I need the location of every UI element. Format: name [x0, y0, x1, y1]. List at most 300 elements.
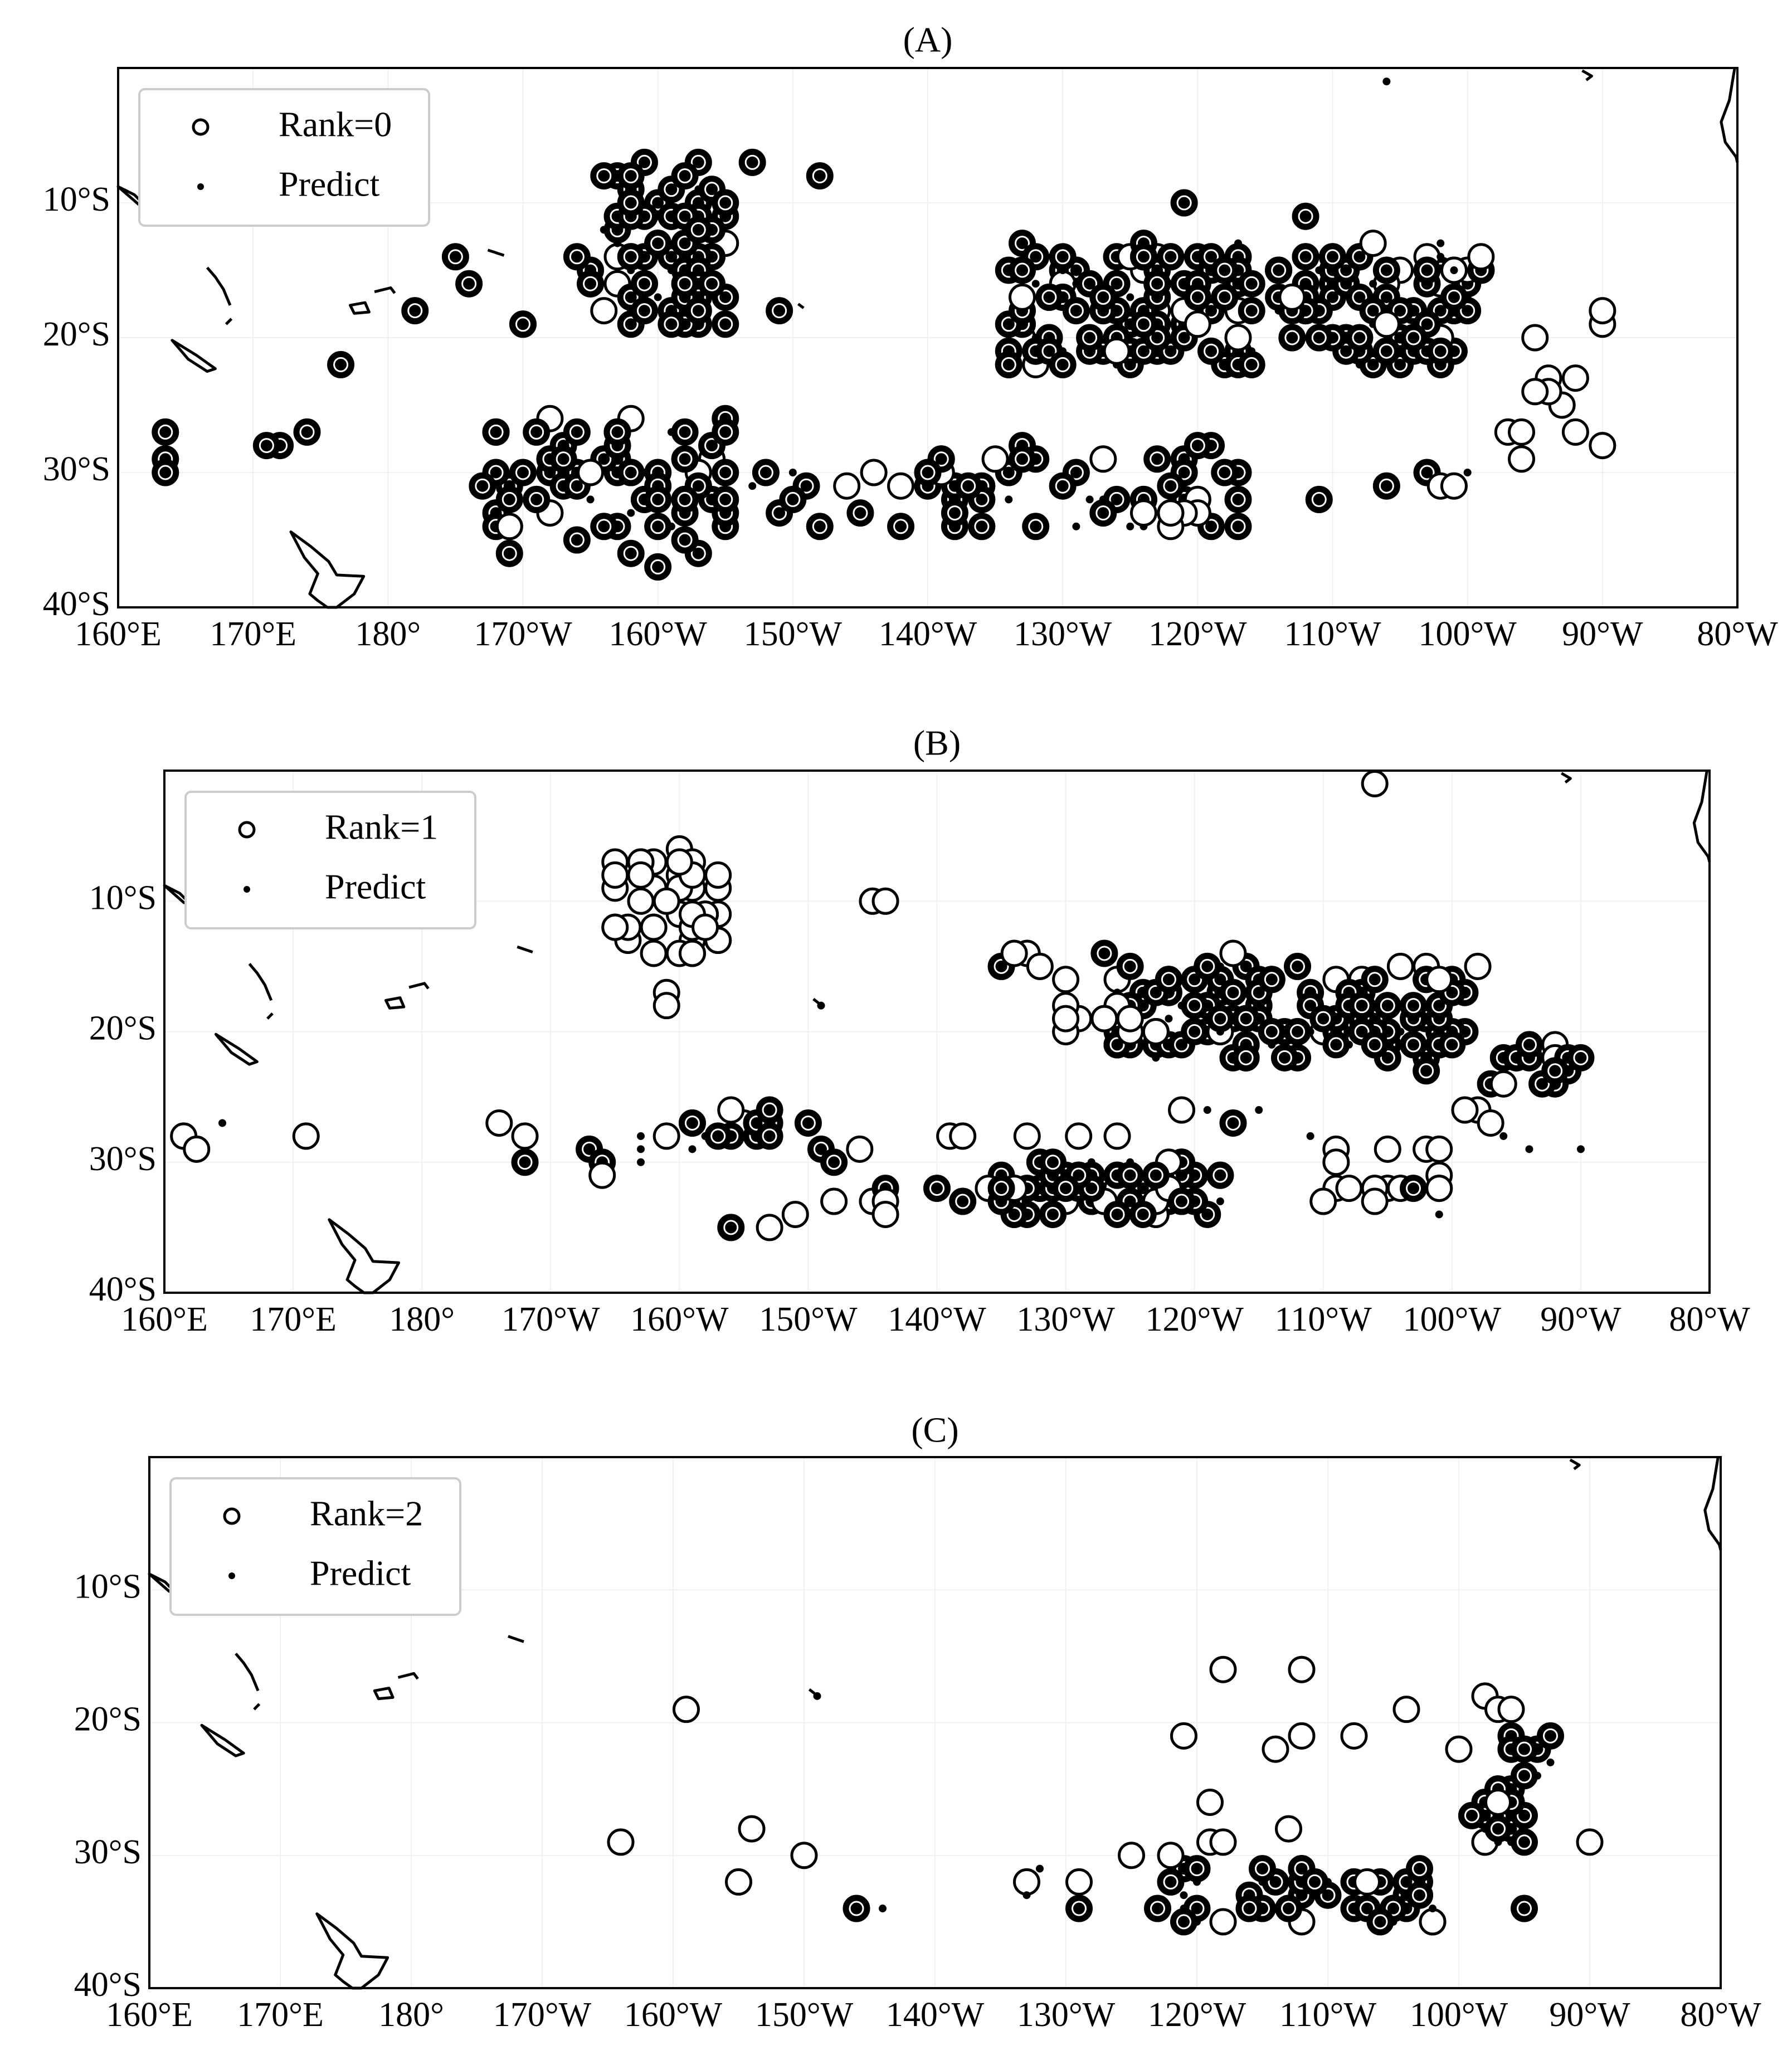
- observed-marker: [1092, 1006, 1117, 1031]
- predict-marker: [654, 199, 662, 207]
- predict-marker: [951, 509, 958, 517]
- legend-observed-label: Rank=1: [325, 807, 439, 847]
- predict-marker: [1268, 976, 1275, 983]
- predict-marker: [600, 523, 608, 530]
- predict-marker: [654, 495, 662, 503]
- observed-marker: [590, 1163, 615, 1187]
- predict-marker: [978, 523, 986, 530]
- predict-marker: [789, 469, 797, 476]
- observed-marker: [1277, 1817, 1301, 1841]
- predict-marker: [1005, 361, 1012, 368]
- predict-marker: [766, 1132, 773, 1140]
- predict-marker: [1140, 253, 1147, 261]
- predict-marker: [1099, 509, 1107, 517]
- observed-marker: [1388, 954, 1413, 978]
- observed-marker: [951, 1124, 975, 1148]
- observed-marker: [1337, 1176, 1361, 1201]
- predict-marker: [1464, 469, 1472, 476]
- observed-marker: [757, 1215, 782, 1240]
- predict-marker: [1423, 266, 1431, 274]
- x-tick-label: 80°W: [1680, 1996, 1761, 2034]
- predict-marker: [587, 280, 595, 288]
- predict-marker: [816, 523, 824, 530]
- predict-marker: [681, 455, 689, 463]
- predict-marker: [519, 469, 527, 476]
- x-tick-label: 170°E: [250, 1301, 337, 1338]
- x-tick-label: 140°W: [885, 1996, 985, 2034]
- x-tick-label: 160°E: [121, 1301, 208, 1338]
- predict-marker: [681, 240, 689, 247]
- observed-marker: [861, 460, 886, 485]
- predict-marker: [1435, 1210, 1443, 1218]
- predict-marker: [1062, 1185, 1070, 1192]
- legend-predict-label: Predict: [279, 164, 380, 204]
- x-tick-label: 90°W: [1549, 1996, 1630, 2034]
- predict-marker: [681, 428, 689, 436]
- predict-marker: [613, 226, 621, 233]
- predict-marker: [748, 158, 756, 166]
- x-tick-label: 110°W: [1279, 1996, 1377, 2034]
- predict-marker: [1369, 307, 1377, 315]
- x-tick-label: 130°W: [1014, 615, 1112, 653]
- predict-marker: [668, 186, 675, 193]
- legend-predict-label: Predict: [325, 866, 426, 907]
- predict-marker: [559, 455, 567, 463]
- observed-marker: [1447, 1737, 1471, 1761]
- predict-marker: [1403, 1878, 1410, 1886]
- predict-marker: [1369, 280, 1377, 288]
- predict-marker: [600, 455, 608, 463]
- predict-marker: [613, 428, 621, 436]
- predict-marker: [1075, 1905, 1083, 1912]
- predict-marker: [722, 428, 729, 436]
- predict-marker: [856, 509, 864, 517]
- predict-marker: [654, 523, 662, 530]
- predict-marker: [1099, 293, 1107, 301]
- predict-marker: [722, 199, 729, 207]
- predict-marker: [1036, 1865, 1044, 1873]
- observed-marker: [1311, 1189, 1336, 1214]
- predict-marker: [1538, 1080, 1546, 1088]
- predict-marker: [1356, 253, 1364, 261]
- predict-marker: [1005, 320, 1012, 328]
- predict-marker: [1180, 469, 1188, 476]
- predict-marker: [1423, 320, 1431, 328]
- x-tick-label: 170°E: [237, 1996, 324, 2034]
- panel-label: (A): [903, 20, 953, 60]
- observed-marker: [739, 1817, 764, 1841]
- predict-marker: [1193, 1905, 1201, 1912]
- predict-marker: [627, 469, 635, 476]
- predict-marker: [1194, 442, 1201, 450]
- predict-marker: [1382, 266, 1390, 274]
- predict-marker: [1229, 1119, 1237, 1127]
- predict-marker: [1153, 280, 1161, 288]
- predict-marker: [1423, 469, 1431, 476]
- predict-marker: [681, 172, 689, 180]
- predict-marker: [1180, 1918, 1188, 1926]
- predict-marker: [1242, 1015, 1250, 1022]
- predict-marker: [1032, 280, 1040, 288]
- predict-marker: [1255, 988, 1263, 996]
- predict-marker: [1072, 469, 1080, 476]
- predict-marker: [533, 495, 540, 503]
- predict-marker: [627, 509, 635, 517]
- observed-marker: [706, 863, 731, 887]
- x-tick-label: 150°W: [754, 1996, 854, 2034]
- predict-marker: [1072, 280, 1080, 288]
- predict-marker: [1075, 1171, 1083, 1179]
- observed-marker: [1119, 1843, 1144, 1868]
- x-tick-label: 80°W: [1669, 1301, 1750, 1338]
- legend-predict-symbol: [197, 183, 204, 190]
- predict-marker: [1126, 1171, 1134, 1179]
- observed-marker: [1355, 1869, 1380, 1894]
- predict-marker: [1382, 77, 1390, 85]
- predict-marker: [688, 1145, 696, 1153]
- predict-marker: [1153, 334, 1161, 342]
- predict-marker: [1315, 495, 1323, 503]
- predict-marker: [1436, 240, 1444, 247]
- observed-marker: [1105, 1124, 1129, 1148]
- predict-marker: [1023, 1891, 1031, 1899]
- x-tick-label: 180°: [355, 615, 421, 653]
- predict-marker: [1521, 1745, 1528, 1753]
- predict-marker: [1468, 1811, 1476, 1819]
- predict-marker: [627, 307, 635, 315]
- predict-marker: [1152, 1171, 1160, 1179]
- observed-marker: [513, 1124, 537, 1148]
- predict-marker: [1248, 280, 1255, 288]
- predict-marker: [1494, 1825, 1502, 1833]
- predict-marker: [1329, 253, 1337, 261]
- predict-marker: [668, 253, 675, 261]
- predict-marker: [1298, 1865, 1306, 1873]
- observed-marker: [727, 1869, 751, 1894]
- observed-marker: [1427, 967, 1452, 992]
- predict-marker: [303, 428, 311, 436]
- predict-marker: [1191, 1002, 1199, 1010]
- x-tick-label: 100°W: [1403, 1301, 1501, 1338]
- predict-marker: [1307, 1002, 1314, 1010]
- predict-marker: [1139, 1185, 1147, 1192]
- predict-marker: [1324, 1891, 1332, 1899]
- predict-marker: [1285, 1905, 1293, 1912]
- x-tick-label: 120°W: [1148, 615, 1247, 653]
- predict-marker: [1384, 1054, 1391, 1061]
- observed-marker: [641, 915, 666, 939]
- predict-marker: [1448, 988, 1456, 996]
- predict-marker: [1153, 455, 1161, 463]
- predict-marker: [1525, 1041, 1533, 1049]
- predict-marker: [654, 293, 662, 301]
- observed-marker: [1427, 1176, 1452, 1201]
- observed-marker: [1563, 366, 1588, 391]
- predict-marker: [1139, 1210, 1147, 1218]
- predict-marker: [814, 1692, 821, 1700]
- predict-marker: [521, 1158, 529, 1166]
- observed-marker: [629, 889, 653, 913]
- predict-marker: [637, 1158, 645, 1166]
- predict-marker: [965, 482, 972, 490]
- predict-marker: [1204, 1106, 1211, 1114]
- predict-marker: [1371, 976, 1379, 983]
- predict-marker: [1086, 334, 1094, 342]
- predict-marker: [1167, 253, 1175, 261]
- predict-marker: [1234, 523, 1242, 530]
- predict-marker: [708, 186, 716, 193]
- predict-marker: [1464, 307, 1472, 315]
- observed-marker: [873, 889, 898, 913]
- predict-marker: [1521, 1811, 1528, 1819]
- observed-marker: [1590, 434, 1615, 458]
- predict-marker: [1376, 1918, 1384, 1926]
- predict-marker: [1059, 361, 1067, 368]
- y-tick-label: 30°S: [74, 1833, 142, 1871]
- predict-marker: [1086, 495, 1094, 503]
- predict-marker: [879, 1905, 887, 1912]
- predict-marker: [1547, 1732, 1555, 1740]
- predict-marker: [627, 549, 635, 557]
- predict-marker: [830, 1158, 838, 1166]
- predict-marker: [162, 469, 169, 476]
- predict-marker: [1113, 1041, 1121, 1049]
- predict-marker: [1191, 1028, 1199, 1036]
- observed-marker: [1362, 771, 1387, 796]
- predict-marker: [640, 158, 648, 166]
- x-tick-label: 170°W: [501, 1301, 600, 1338]
- x-tick-label: 140°W: [888, 1301, 986, 1338]
- predict-marker: [753, 1119, 761, 1127]
- predict-marker: [1049, 1158, 1056, 1166]
- predict-marker: [1019, 266, 1026, 274]
- panel-label: (B): [913, 723, 961, 763]
- predict-marker: [1216, 988, 1224, 996]
- predict-marker: [1113, 1210, 1121, 1218]
- predict-marker: [1194, 293, 1201, 301]
- predict-marker: [708, 442, 716, 450]
- observed-marker: [1263, 1737, 1288, 1761]
- predict-marker: [748, 482, 756, 490]
- observed-marker: [1172, 1723, 1196, 1748]
- predict-marker: [505, 549, 513, 557]
- predict-marker: [1140, 347, 1147, 355]
- y-tick-label: 40°S: [74, 1966, 142, 2004]
- predict-marker: [1423, 1067, 1430, 1075]
- predict-marker: [640, 253, 648, 261]
- predict-marker: [1315, 334, 1323, 342]
- predict-marker: [1167, 347, 1175, 355]
- predict-marker: [573, 253, 581, 261]
- predict-marker: [1551, 1067, 1559, 1075]
- observed-marker: [1280, 285, 1304, 309]
- predict-marker: [1234, 240, 1242, 247]
- x-tick-label: 110°W: [1274, 1301, 1372, 1338]
- predict-marker: [1010, 1210, 1018, 1218]
- observed-marker: [1289, 1723, 1314, 1748]
- observed-marker: [693, 915, 718, 939]
- observed-marker: [674, 1697, 699, 1722]
- legend: [171, 1478, 460, 1615]
- observed-marker: [1465, 954, 1490, 978]
- predict-marker: [1242, 962, 1250, 970]
- observed-marker: [1054, 1006, 1078, 1031]
- predict-marker: [762, 469, 770, 476]
- predict-marker: [817, 1145, 825, 1153]
- predict-marker: [654, 240, 662, 247]
- predict-marker: [1204, 976, 1211, 983]
- x-tick-label: 120°W: [1145, 1301, 1244, 1338]
- observed-marker: [608, 1830, 633, 1854]
- predict-marker: [708, 280, 716, 288]
- predict-marker: [714, 1132, 722, 1140]
- observed-marker: [641, 941, 666, 966]
- predict-marker: [1165, 976, 1172, 983]
- x-tick-label: 160°W: [624, 1996, 723, 2034]
- predict-marker: [694, 549, 702, 557]
- predict-marker: [1221, 266, 1229, 274]
- predict-marker: [681, 212, 689, 220]
- predict-marker: [654, 563, 662, 571]
- predict-marker: [411, 307, 419, 315]
- observed-marker: [1002, 941, 1026, 966]
- predict-marker: [1221, 469, 1229, 476]
- y-tick-label: 10°S: [89, 879, 157, 917]
- predict-marker: [1280, 1054, 1288, 1061]
- observed-marker: [1427, 1137, 1452, 1161]
- observed-marker: [1563, 420, 1588, 444]
- predict-marker: [722, 293, 729, 301]
- observed-marker: [1375, 1137, 1400, 1161]
- predict-marker: [817, 1002, 825, 1010]
- observed-marker: [1211, 1910, 1235, 1934]
- predict-marker: [1019, 455, 1026, 463]
- predict-marker: [694, 307, 702, 315]
- predict-marker: [1396, 1028, 1404, 1036]
- observed-marker: [1158, 501, 1183, 525]
- predict-marker: [1180, 199, 1188, 207]
- predict-marker: [1302, 212, 1309, 220]
- predict-marker: [1396, 361, 1404, 368]
- observed-marker: [1523, 325, 1547, 350]
- predict-marker: [1126, 962, 1134, 970]
- predict-marker: [1221, 293, 1229, 301]
- x-tick-label: 180°: [378, 1996, 444, 2034]
- legend-predict-symbol: [244, 886, 250, 893]
- predict-marker: [853, 1905, 860, 1912]
- observed-marker: [792, 1843, 816, 1868]
- predict-marker: [1207, 523, 1215, 530]
- predict-marker: [1178, 1197, 1186, 1205]
- predict-marker: [1384, 1002, 1391, 1010]
- observed-marker: [654, 889, 679, 913]
- observed-marker: [1361, 231, 1385, 256]
- observed-marker: [1486, 1790, 1511, 1814]
- legend-observed-symbol: [240, 822, 254, 837]
- predict-marker: [1059, 482, 1067, 490]
- predict-marker: [1307, 1132, 1314, 1140]
- predict-marker: [1410, 307, 1418, 315]
- predict-marker: [492, 469, 500, 476]
- predict-marker: [1005, 469, 1012, 476]
- predict-marker: [637, 1145, 645, 1153]
- observed-marker: [822, 1189, 846, 1214]
- predict-marker: [519, 320, 527, 328]
- observed-marker: [848, 1137, 872, 1161]
- predict-marker: [627, 253, 635, 261]
- predict-marker: [573, 482, 581, 490]
- observed-marker: [654, 1124, 679, 1148]
- predict-marker: [1390, 1905, 1397, 1912]
- x-tick-label: 160°W: [608, 615, 707, 653]
- observed-marker: [873, 1202, 898, 1226]
- predict-marker: [1113, 495, 1121, 503]
- observed-marker: [1442, 474, 1466, 498]
- observed-marker: [719, 1098, 743, 1122]
- predict-marker: [668, 320, 675, 328]
- predict-marker: [1259, 1865, 1267, 1873]
- predict-marker: [1332, 1041, 1340, 1049]
- predict-marker: [640, 280, 648, 288]
- observed-marker: [1499, 1697, 1523, 1722]
- predict-marker: [1410, 334, 1418, 342]
- observed-marker: [1509, 420, 1534, 444]
- predict-marker: [1494, 1838, 1502, 1846]
- observed-marker: [1491, 1072, 1516, 1096]
- predict-marker: [492, 428, 500, 436]
- predict-marker: [694, 482, 702, 490]
- predict-marker: [1416, 1865, 1424, 1873]
- observed-marker: [1198, 1790, 1223, 1814]
- x-tick-label: 120°W: [1147, 1996, 1246, 2034]
- predict-marker: [694, 158, 702, 166]
- predict-marker: [776, 509, 783, 517]
- observed-marker: [654, 994, 679, 1018]
- observed-marker: [1523, 379, 1547, 404]
- panel-label: (C): [911, 1410, 959, 1450]
- predict-marker: [1049, 1210, 1056, 1218]
- observed-marker: [1362, 1189, 1387, 1214]
- x-tick-label: 90°W: [1562, 615, 1643, 653]
- predict-marker: [1342, 347, 1350, 355]
- legend-observed-label: Rank=0: [279, 104, 392, 144]
- predict-marker: [1154, 1905, 1162, 1912]
- observed-marker: [1221, 941, 1245, 966]
- predict-marker: [789, 495, 797, 503]
- predict-marker: [1382, 347, 1390, 355]
- observed-marker: [680, 941, 704, 966]
- predict-marker: [587, 495, 595, 503]
- predict-marker: [1288, 334, 1296, 342]
- x-tick-label: 130°W: [1016, 1301, 1115, 1338]
- predict-marker: [776, 307, 783, 315]
- observed-marker: [1054, 967, 1078, 992]
- predict-marker: [337, 361, 345, 368]
- predict-marker: [1371, 1041, 1379, 1049]
- predict-marker: [1126, 1197, 1134, 1205]
- observed-marker: [629, 863, 653, 887]
- predict-marker: [1032, 253, 1040, 261]
- observed-marker: [603, 915, 627, 939]
- predict-marker: [1268, 1028, 1275, 1036]
- observed-marker: [1342, 1723, 1366, 1748]
- predict-marker: [627, 293, 635, 301]
- x-tick-label: 110°W: [1284, 615, 1381, 653]
- y-tick-label: 30°S: [42, 450, 110, 489]
- x-tick-label: 170°W: [493, 1996, 592, 2034]
- x-tick-label: 100°W: [1418, 615, 1517, 653]
- observed-marker: [1324, 1150, 1348, 1175]
